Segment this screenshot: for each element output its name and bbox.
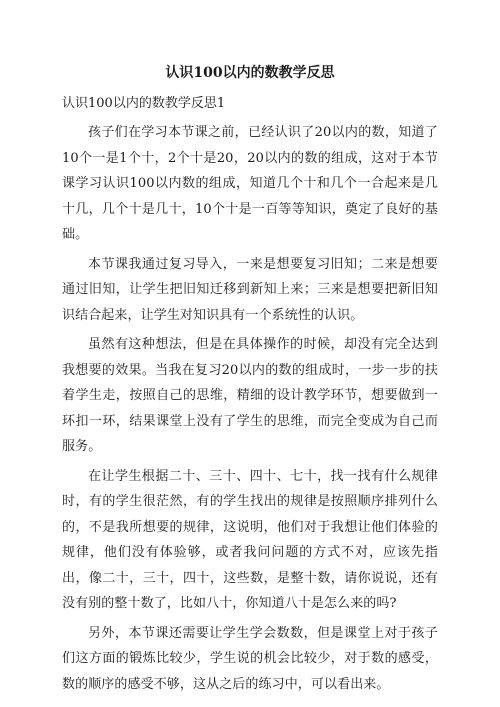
- document-subtitle: 认识100以内的数教学反思1: [62, 96, 226, 111]
- paragraph-2: 本节课我通过复习导入，一来是想要复习旧知；二来是想要通过旧知，让学生把旧知迁移到新知上来；三来是想要把新旧知识结合起来，让学生对知识具有一个系统性的认识。: [62, 256, 438, 323]
- paragraph-1: 孩子们在学习本节课之前，已经认识了20以内的数，知道了10个一是1个十，2个十是20，20以内的数的组成，这对于本节课学习认识100以内数的组成，知道几个十和几个一合起来是几十几，几个十是几十，10个十是一百等等知识，奠定了良好的基础。: [62, 125, 438, 242]
- document-title: 认识100以内的数教学反思: [165, 65, 335, 81]
- paragraph-3: 虽然有这种想法，但是在具体操作的时候，却没有完全达到我想要的效果。当我在复习20以内的数的组成时，一步一步的扶着学生走，按照自己的思维，精细的设计教学环节，想要做到一环扣一环，结果课堂上没有了学生的思维，而完全变成为自己而服务。: [62, 337, 438, 454]
- paragraph-4: 在让学生根据二十、三十、四十、七十，找一找有什么规律时，有的学生很茫然，有的学生找出的规律是按照顺序排列什么的，不是我所想要的规律，这说明，他们对于我想让他们体验的规律，他们没有体验够，或者我问问题的方式不对，应该先指出，像二十，三十，四十，这些数，是整十数，请你说说，还有没有别的整十数了，比如八十，你知道八十是怎么来的吗?: [62, 468, 438, 611]
- paragraph-5: 另外，本节课还需要让学生学会数数，但是课堂上对于孩子们这方面的锻炼比较少，学生说的机会比较少，对于数的感受，数的顺序的感受不够，这从之后的练习中，可以看出来。: [62, 625, 438, 692]
- document-page: [62, 62, 438, 701]
